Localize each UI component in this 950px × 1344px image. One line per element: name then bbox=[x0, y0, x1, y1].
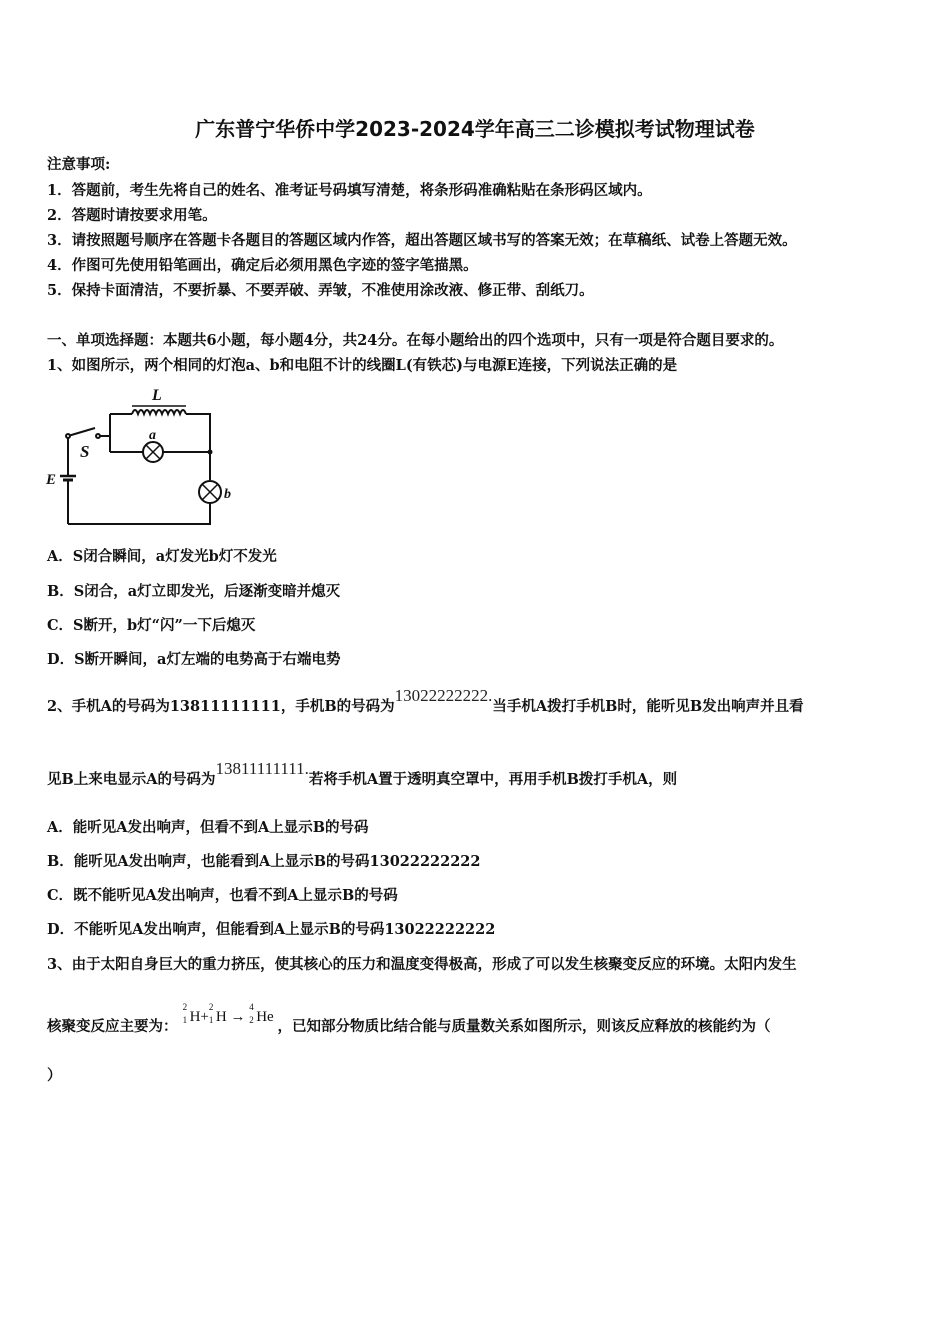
q3-line1: 3、由于太阳自身巨大的重力挤压，使其核心的压力和温度变得极高，形成了可以发生核聚变反应的环境。太阳内发生 bbox=[47, 956, 797, 973]
q2-line1 bbox=[47, 686, 804, 716]
q1-option-a: A．S闭合瞬间，a灯发光b灯不发光 bbox=[47, 548, 277, 565]
notice-heading: 注意事项: bbox=[47, 156, 111, 173]
q3-line3: ） bbox=[47, 1067, 62, 1084]
q2-option-c: C．既不能听见A发出响声，也看不到A上显示B的号码 bbox=[47, 887, 398, 904]
q2-number-b: 13022222222. bbox=[394, 686, 493, 705]
q2-option-d: D．不能听见A发出响声，但能看到A上显示B的号码13022222222 bbox=[47, 921, 496, 938]
notice-item: 4．作图可先使用铅笔画出，确定后必须用黑色字迹的签字笔描黑。 bbox=[47, 257, 478, 274]
q2-line2-text-a: 见B上来电显示A的号码为 bbox=[47, 771, 216, 788]
label-L: L bbox=[152, 387, 162, 404]
q2-line1-text-a: 2、手机A的号码为13811111111，手机B的号码为 bbox=[47, 698, 395, 715]
q2-line1-text-b: 当手机A拨打手机B时，能听见B发出响声并且看 bbox=[492, 698, 804, 715]
q3-line2-text-a: 核聚变反应主要为： bbox=[47, 1018, 178, 1035]
section-heading: 一、单项选择题：本题共6小题，每小题4分，共24分。在每小题给出的四个选项中，只有一项是符合题目要求的。 bbox=[47, 332, 784, 349]
q1-option-b: B．S闭合，a灯立即发光，后逐渐变暗并熄灭 bbox=[47, 583, 341, 600]
q1-option-d: D．S断开瞬间，a灯左端的电势高于右端电势 bbox=[47, 651, 341, 668]
q2-option-b: B．能听见A发出响声，也能看到A上显示B的号码13022222222 bbox=[47, 853, 481, 870]
page-title: 广东普宁华侨中学2023-2024学年高三二诊模拟考试物理试卷 bbox=[195, 117, 755, 141]
q2-line2-text-b: 若将手机A置于透明真空罩中，再用手机B拨打手机A，则 bbox=[308, 771, 678, 788]
notice-item: 1．答题前，考生先将自己的姓名、准考证号码填写清楚，将条形码准确粘贴在条形码区域内。 bbox=[47, 182, 652, 199]
notice-item: 3．请按照题号顺序在答题卡各题目的答题区域内作答，超出答题区域书写的答案无效；在草稿纸、试卷上答题无效。 bbox=[47, 232, 797, 249]
label-S: S bbox=[80, 442, 90, 461]
q3-line2-text-b: ，已知部分物质比结合能与质量数关系如图所示，则该反应释放的核能约为（ bbox=[277, 1018, 771, 1035]
q2-number-a: 13811111111. bbox=[215, 759, 309, 778]
q2-line2 bbox=[47, 759, 678, 789]
q2-option-a: A．能听见A发出响声，但看不到A上显示B的号码 bbox=[47, 819, 369, 836]
circuit-diagram bbox=[40, 384, 250, 532]
label-E: E bbox=[46, 472, 57, 488]
notice-item: 2．答题时请按要求用笔。 bbox=[47, 207, 217, 224]
label-a: a bbox=[149, 428, 156, 443]
label-b: b bbox=[224, 487, 231, 502]
fusion-equation: 2 1 H+ 2 1 H → 4 2 He bbox=[182, 1002, 274, 1025]
q1-stem: 1、如图所示，两个相同的灯泡a、b和电阻不计的线圈L(有铁芯)与电源E连接，下列说法正确的是 bbox=[47, 357, 678, 374]
notice-item: 5．保持卡面清洁，不要折暴、不要弄破、弄皱，不准使用涂改液、修正带、刮纸刀。 bbox=[47, 282, 594, 299]
q1-option-c: C．S断开，b灯“闪”一下后熄灭 bbox=[47, 617, 256, 634]
q3-line2 bbox=[47, 1002, 771, 1036]
